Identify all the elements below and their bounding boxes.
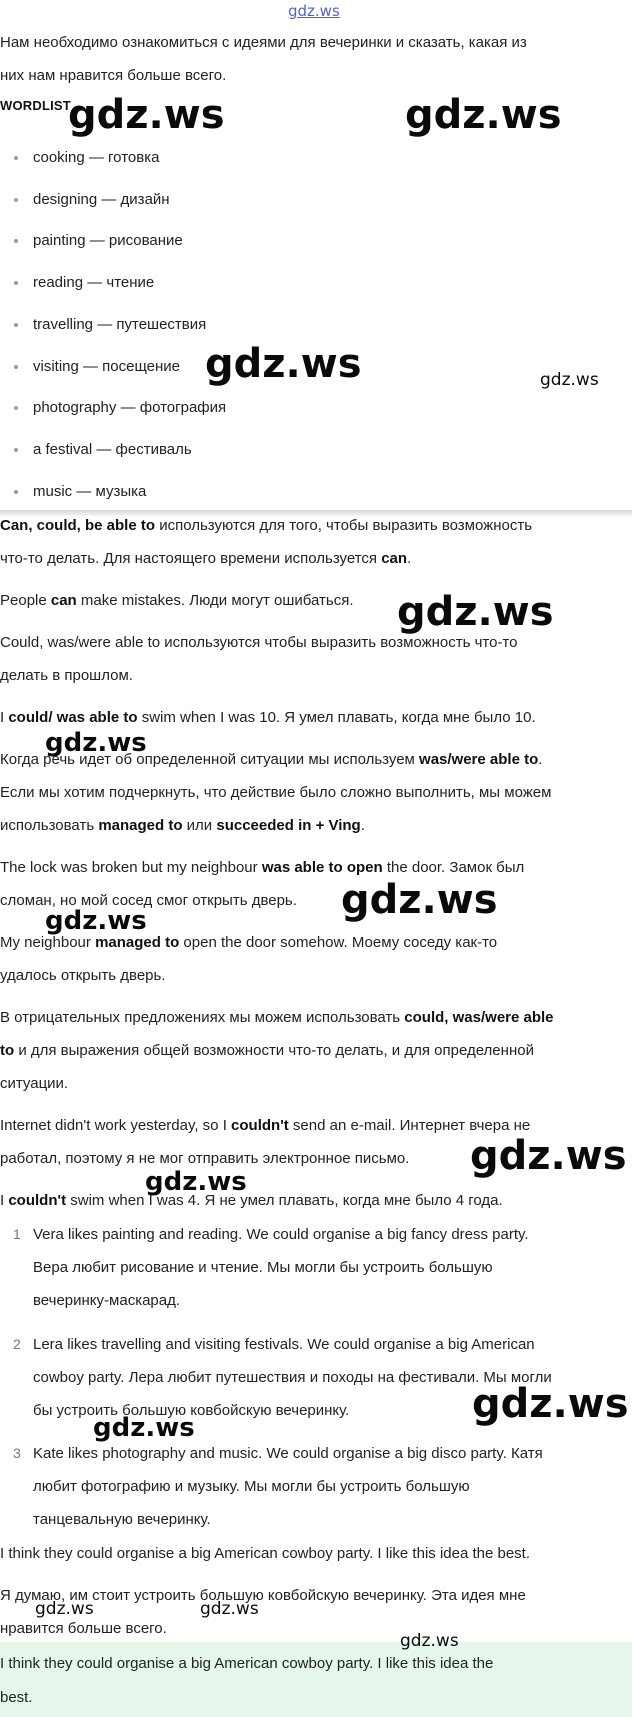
grammar-example bbox=[0, 1109, 530, 1142]
bold-term: couldn't bbox=[231, 1117, 289, 1134]
bold-term: could/ was able to bbox=[8, 709, 138, 726]
grammar-line: ситуации. bbox=[0, 1075, 69, 1092]
wordlist-item-text: reading — чтение bbox=[33, 274, 155, 291]
grammar-text: People bbox=[0, 592, 51, 609]
grammar-line bbox=[0, 809, 365, 842]
bullet-icon bbox=[14, 198, 18, 202]
watermark: gdz.ws bbox=[341, 877, 498, 923]
item-text: cowboy party. Лера любит путешествия и походы на фестивали. Мы могли bbox=[33, 1369, 552, 1386]
wordlist-item-text: cooking — готовка bbox=[33, 149, 160, 166]
grammar-text: Internet didn't work yesterday, so I bbox=[0, 1117, 232, 1134]
watermark: gdz.ws bbox=[205, 341, 362, 387]
grammar-text: the door. Замок был bbox=[382, 859, 525, 876]
bold-term: couldn't bbox=[8, 1192, 67, 1209]
item-text: танцевальную вечеринку. bbox=[33, 1511, 211, 1528]
grammar-text: В отрицательных предложениях мы можем использовать bbox=[0, 1009, 405, 1026]
grammar-text: My neighbour bbox=[0, 934, 96, 951]
wordlist-title: WORDLIST bbox=[0, 98, 71, 113]
answer-line: I think they could organise a big American cowboy party. I like this idea the bbox=[0, 1655, 494, 1672]
bold-term: was/were able to bbox=[419, 751, 539, 768]
grammar-text: используются для того, чтобы выразить возможность bbox=[155, 517, 533, 534]
watermark: gdz.ws bbox=[68, 92, 225, 138]
grammar-example bbox=[0, 1184, 503, 1217]
bullet-icon bbox=[14, 281, 18, 285]
bullet-icon bbox=[14, 239, 18, 243]
item-text: Vera likes painting and reading. We could organise a big fancy dress party. bbox=[33, 1226, 529, 1243]
wordlist-item-text: designing — дизайн bbox=[33, 191, 170, 208]
bullet-icon bbox=[14, 156, 18, 160]
item-number: 1 bbox=[13, 1226, 21, 1242]
conclusion-ru-line: нравится больше всего. bbox=[0, 1620, 167, 1637]
grammar-text: swim when I was 10. Я умел плавать, когда мне было 10. bbox=[137, 709, 536, 726]
bold-term: to bbox=[0, 1042, 15, 1059]
bold-term: could, was/were able bbox=[404, 1009, 554, 1026]
wordlist-item-text: a festival — фестиваль bbox=[33, 441, 192, 458]
wordlist-item-text: travelling — путешествия bbox=[33, 316, 207, 333]
watermark: gdz.ws bbox=[200, 1599, 259, 1619]
grammar-text: open the door somehow. Моему соседу как-то bbox=[179, 934, 498, 951]
grammar-line bbox=[0, 542, 411, 575]
bullet-icon bbox=[14, 406, 18, 410]
watermark: gdz.ws bbox=[405, 92, 562, 138]
bullet-icon bbox=[14, 448, 18, 452]
bullet-icon bbox=[14, 365, 18, 369]
bold-term: can bbox=[50, 592, 77, 609]
grammar-example: сломан, но мой сосед смог открыть дверь. bbox=[0, 892, 297, 909]
grammar-text: Когда речь идет об определенной ситуации мы используем bbox=[0, 751, 420, 768]
grammar-text: . bbox=[407, 550, 412, 567]
watermark: gdz.ws bbox=[472, 1381, 629, 1427]
grammar-line: делать в прошлом. bbox=[0, 667, 133, 684]
watermark: gdz.ws bbox=[35, 1599, 94, 1619]
grammar-text: I bbox=[0, 709, 9, 726]
site-link[interactable]: gdz.ws bbox=[288, 2, 340, 20]
answer-line: best. bbox=[0, 1689, 33, 1706]
watermark: gdz.ws bbox=[93, 1413, 195, 1443]
grammar-example: работал, поэтому я не мог отправить электронное письмо. bbox=[0, 1150, 410, 1167]
watermark: gdz.ws bbox=[45, 906, 147, 936]
watermark: gdz.ws bbox=[45, 728, 147, 758]
grammar-text: что-то делать. Для настоящего времени используется bbox=[0, 550, 382, 567]
grammar-line: Could, was/were able to используются чтобы выразить возможность что-то bbox=[0, 634, 518, 651]
grammar-line bbox=[0, 509, 532, 542]
watermark: gdz.ws bbox=[400, 1631, 459, 1651]
item-text: Вера любит рисование и чтение. Мы могли бы устроить большую bbox=[33, 1259, 493, 1276]
watermark: gdz.ws bbox=[145, 1167, 247, 1197]
watermark: gdz.ws bbox=[470, 1133, 627, 1179]
item-text: любит фотографию и музыку. Мы могли бы устроить большую bbox=[33, 1478, 470, 1495]
wordlist-item-text: painting — рисование bbox=[33, 232, 183, 249]
conclusion-ru-line: Я думаю, им стоит устроить большую ковбойскую вечеринку. Эта идея мне bbox=[0, 1587, 526, 1604]
bold-term: Can, could, be able to bbox=[0, 517, 156, 534]
grammar-text: send an e-mail. Интернет вчера не bbox=[288, 1117, 531, 1134]
grammar-text: или bbox=[182, 817, 217, 834]
item-number: 2 bbox=[13, 1336, 21, 1352]
wordlist-item-text: photography — фотография bbox=[33, 399, 227, 416]
item-text: Kate likes photography and music. We could organise a big disco party. Катя bbox=[33, 1445, 543, 1462]
grammar-text: . bbox=[360, 817, 365, 834]
bold-term: succeeded in + Ving bbox=[216, 817, 361, 834]
wordlist-item-text: music — музыка bbox=[33, 483, 147, 500]
bullet-icon bbox=[14, 490, 18, 494]
conclusion-en: I think they could organise a big American cowboy party. I like this idea the best. bbox=[0, 1545, 531, 1562]
grammar-text: swim when I was 4. Я не умел плавать, когда мне было 4 года. bbox=[66, 1192, 503, 1209]
grammar-text: I bbox=[0, 1192, 9, 1209]
intro-line-2: них нам нравится больше всего. bbox=[0, 67, 227, 84]
wordlist-item-text: visiting — посещение bbox=[33, 358, 181, 375]
item-text: вечеринку-маскарад. bbox=[33, 1292, 181, 1309]
grammar-text: и для выражения общей возможности что-то делать, и для определенной bbox=[14, 1042, 534, 1059]
intro-line-1: Нам необходимо ознакомиться с идеями для вечеринки и сказать, какая из bbox=[0, 34, 527, 51]
grammar-text: использовать bbox=[0, 817, 99, 834]
item-number: 3 bbox=[13, 1445, 21, 1461]
item-text: бы устроить большую ковбойскую вечеринку. bbox=[33, 1402, 350, 1419]
grammar-text: . bbox=[538, 751, 543, 768]
bold-term: managed to bbox=[95, 934, 180, 951]
watermark: gdz.ws bbox=[397, 589, 554, 635]
bold-term: managed to bbox=[98, 817, 183, 834]
grammar-line bbox=[0, 1034, 534, 1067]
bold-term: can bbox=[381, 550, 408, 567]
item-text: Lera likes travelling and visiting festivals. We could organise a big American bbox=[33, 1336, 535, 1353]
grammar-text: make mistakes. Люди могут ошибаться. bbox=[76, 592, 354, 609]
watermark: gdz.ws bbox=[540, 370, 599, 390]
grammar-example: удалось открыть дверь. bbox=[0, 967, 166, 984]
grammar-line: Если мы хотим подчеркнуть, что действие было сложно выполнить, мы можем bbox=[0, 784, 552, 801]
grammar-example bbox=[0, 584, 353, 617]
grammar-text: The lock was broken but my neighbour bbox=[0, 859, 262, 876]
grammar-line bbox=[0, 1001, 554, 1034]
bold-term: was able to open bbox=[261, 859, 383, 876]
bullet-icon bbox=[14, 323, 18, 327]
